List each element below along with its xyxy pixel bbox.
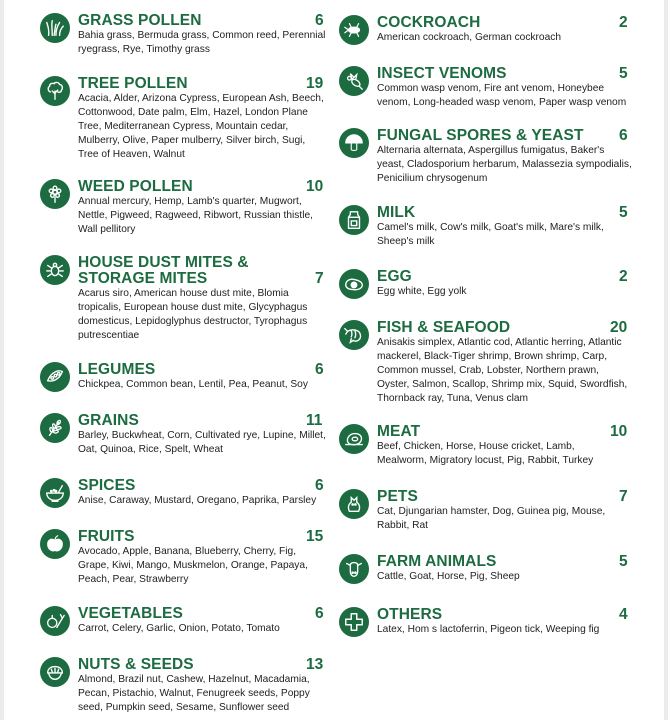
allergen-list: Beef, Chicken, Horse, House cricket, Lamb, Mealworm, Migratory locust, Pig, Rabbit, Turkey [377, 441, 594, 466]
allergen-list: Common wasp venom, Fire ant venom, Honeybee venom, Long-headed wasp venom, Paper wasp venom [377, 83, 627, 108]
category-title: INSECT VENOMS [377, 65, 507, 82]
category-count: 10 [610, 423, 628, 440]
allergen-list: Almond, Brazil nut, Cashew, Hazelnut, Macadamia, Pecan, Pistachio, Walnut, Fenugreek seeds, Poppy seed, Pumpkin seed, Sesame, Sunflower seed [78, 674, 310, 713]
category-title: FUNGAL SPORES & YEAST [377, 127, 584, 144]
category-title: LEGUMES [78, 361, 156, 378]
allergen-list: Egg white, Egg yolk [377, 286, 467, 297]
grass-icon [40, 13, 70, 43]
tree-icon [40, 76, 70, 106]
allergen-list: Cat, Djungarian hamster, Dog, Guinea pig, Mouse, Rabbit, Rat [377, 506, 606, 531]
category-title: WEED POLLEN [78, 178, 193, 195]
spice-bowl-icon [40, 478, 70, 508]
allergen-list: Cattle, Goat, Horse, Pig, Sheep [377, 571, 520, 582]
category-count: 6 [315, 477, 324, 494]
category-count: 6 [315, 605, 324, 622]
nut-icon [40, 657, 70, 687]
category-title: MILK [377, 204, 416, 221]
left-page-edge [0, 0, 4, 720]
egg-icon [339, 269, 369, 299]
pets-icon [339, 489, 369, 519]
milk-carton-icon [339, 205, 369, 235]
category-count: 11 [306, 412, 323, 429]
allergen-list: Alternaria alternata, Aspergillus fumigatus, Baker's yeast, Cladosporium herbarum, Malassezia sympodialis, Penicilium chrysogenum [377, 145, 632, 184]
category-count: 7 [315, 270, 324, 287]
category-count: 6 [619, 127, 628, 144]
category-title: GRASS POLLEN [78, 12, 202, 29]
category-title: OTHERS [377, 606, 443, 623]
allergen-list: Camel's milk, Cow's milk, Goat's milk, Mare's milk, Sheep's milk [377, 222, 604, 247]
category-count: 5 [619, 204, 628, 221]
right-page-edge [664, 0, 668, 720]
vegetables-icon [40, 606, 70, 636]
allergen-list: Barley, Buckwheat, Corn, Cultivated rye, Lupine, Millet, Oat, Quinoa, Rice, Spelt, Wheat [78, 430, 326, 455]
allergen-list: Anisakis simplex, Atlantic cod, Atlantic herring, Atlantic mackerel, Black-Tiger shrimp, Brown shrimp, Carp, Common mussel, Crab, Lobster, Northern prawn, Oyster, Salmon, Scallop, Shrimp mix, Squid, Swordfish, Thornback ray, Tuna, Venus clam [377, 337, 628, 404]
allergen-list: American cockroach, German cockroach [377, 32, 562, 43]
category-count: 19 [306, 75, 324, 92]
allergen-list: Acacia, Alder, Arizona Cypress, European Ash, Beech, Cottonwood, Date palm, Elm, Hazel, London Plane Tree, Mediterranean Cypress, Mountain cedar, Mulberry, Olive, Paper mulberry, Silver birch, Sugi, Tree of Heaven, Walnut [78, 93, 324, 160]
apple-icon [40, 529, 70, 559]
category-title: HOUSE DUST MITES & STORAGE MITES [78, 254, 249, 287]
category-title: COCKROACH [377, 14, 481, 31]
category-count: 5 [619, 65, 628, 82]
category-count: 5 [619, 553, 628, 570]
category-title: VEGETABLES [78, 605, 183, 622]
allergen-list: Annual mercury, Hemp, Lamb's quarter, Mugwort, Nettle, Pigweed, Ragweed, Ribwort, Russian thistle, Wall pellitory [78, 196, 313, 235]
shrimp-icon [339, 320, 369, 350]
meat-icon [339, 424, 369, 454]
allergen-list: Bahia grass, Bermuda grass, Common reed, Perennial ryegrass, Rye, Timothy grass [78, 30, 326, 55]
category-count: 10 [306, 178, 324, 195]
category-count: 15 [306, 528, 324, 545]
category-count: 6 [315, 12, 324, 29]
category-count: 13 [306, 656, 324, 673]
cockroach-icon [339, 15, 369, 45]
weed-flower-icon [40, 179, 70, 209]
category-count: 2 [619, 14, 628, 31]
category-count: 2 [619, 268, 628, 285]
category-title: GRAINS [78, 412, 139, 429]
category-title: FRUITS [78, 528, 135, 545]
allergen-list: Avocado, Apple, Banana, Blueberry, Cherry, Fig, Grape, Kiwi, Mango, Muskmelon, Orange, Papaya, Peach, Pear, Strawberry [78, 546, 308, 585]
category-title: SPICES [78, 477, 136, 494]
allergen-list: Acarus siro, American house dust mite, Blomia tropicalis, European house dust mite, Glycyphagus domesticus, Lepidoglyphus destructor, Tyrophagus putrescentiae [78, 288, 308, 341]
category-count: 6 [315, 361, 324, 378]
allergen-list: Anise, Caraway, Mustard, Oregano, Paprika, Parsley [78, 495, 317, 506]
allergen-list: Carrot, Celery, Garlic, Onion, Potato, Tomato [78, 623, 280, 634]
allergen-list: Latex, Hom s lactoferrin, Pigeon tick, Weeping fig [377, 624, 600, 635]
category-count: 7 [619, 488, 628, 505]
grain-icon [40, 413, 70, 443]
cross-icon [339, 607, 369, 637]
mite-icon [40, 255, 70, 285]
cow-icon [339, 554, 369, 584]
category-count: 4 [619, 606, 628, 623]
category-count: 20 [610, 319, 628, 336]
category-title: MEAT [377, 423, 421, 440]
wasp-icon [339, 66, 369, 96]
category-title: TREE POLLEN [78, 75, 188, 92]
legume-icon [40, 362, 70, 392]
category-title: PETS [377, 488, 418, 505]
category-title: FISH & SEAFOOD [377, 319, 511, 336]
category-title: EGG [377, 268, 412, 285]
allergen-list: Chickpea, Common bean, Lentil, Pea, Peanut, Soy [78, 379, 308, 390]
mushroom-icon [339, 128, 369, 158]
category-title: NUTS & SEEDS [78, 656, 194, 673]
category-title: FARM ANIMALS [377, 553, 497, 570]
